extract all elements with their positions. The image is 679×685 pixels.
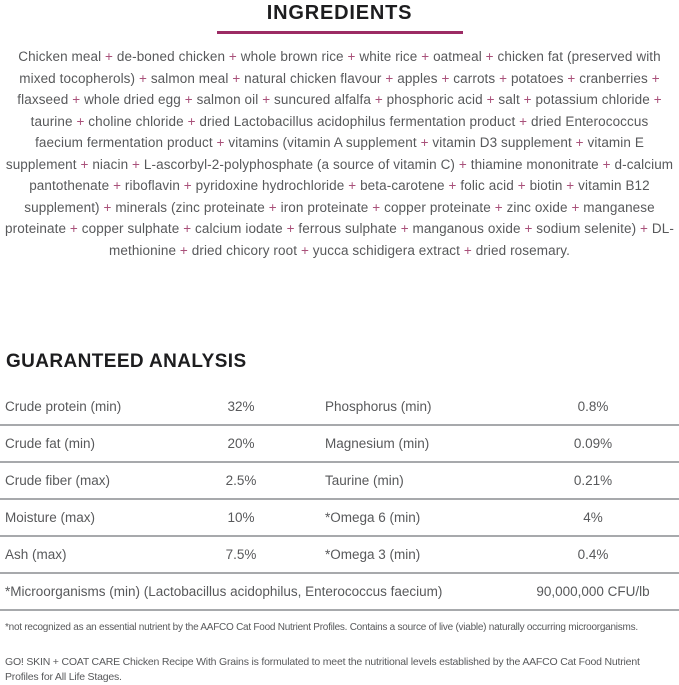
nutrient-value: 0.09%: [573, 436, 613, 451]
nutrient-value: 20%: [227, 436, 255, 451]
plus-separator: +: [381, 70, 398, 86]
plus-separator: +: [598, 156, 615, 172]
plus-separator: +: [128, 156, 144, 172]
table-row: [0, 500, 679, 537]
footnote-formulation-statement: GO! SKIN + COAT CARE Chicken Recipe With Grains is formulated to meet the nutritional levels established by the AAFCO Cat Food Nutrient Profiles for All Life Stages.: [5, 656, 640, 683]
plus-separator: +: [343, 49, 360, 64]
plus-separator: +: [228, 70, 245, 86]
plus-separator: +: [513, 178, 530, 193]
plus-separator: +: [647, 70, 660, 86]
plus-separator: +: [455, 156, 471, 172]
plus-separator: +: [520, 221, 537, 236]
accent-underline: [217, 31, 463, 34]
plus-separator: +: [444, 178, 461, 193]
plus-separator: +: [183, 113, 200, 129]
plus-separator: +: [519, 92, 536, 107]
plus-separator: +: [567, 199, 584, 215]
plus-separator: +: [396, 221, 413, 236]
plus-separator: +: [99, 199, 116, 215]
plus-separator: +: [68, 92, 85, 107]
plus-separator: +: [179, 221, 196, 236]
plus-separator: +: [490, 199, 507, 215]
nutrient-label: Crude fat (min): [5, 436, 96, 451]
table-row-microorganisms: [0, 574, 679, 611]
plus-separator: +: [264, 199, 281, 215]
plus-separator: +: [562, 178, 579, 193]
plus-separator: +: [563, 70, 580, 86]
table-row: [0, 463, 679, 500]
nutrient-value: 32%: [227, 399, 255, 414]
plus-separator: +: [482, 92, 499, 107]
plus-separator: +: [437, 70, 454, 86]
nutrient-label: *Omega 6 (min): [325, 510, 421, 525]
nutrient-label: Crude protein (min): [5, 399, 122, 414]
plus-separator: +: [180, 92, 197, 107]
plus-separator: +: [66, 221, 82, 236]
nutrient-label: Magnesium (min): [325, 436, 430, 451]
nutrient-label: Taurine (min): [325, 473, 404, 488]
plus-separator: +: [460, 242, 476, 258]
ingredients-text: Chicken meal + de-boned chicken + whole brown rice + white rice + oatmeal + chicken fat (preserved with mixed tocopherols) + salmon meal + natural chicken flavour + apples + carrots + potatoes + cranberries + flaxseed + whole dried egg + salmon oil + suncured alfalfa + phosphoric acid + salt + potassium chloride + taurine + choline chloride + dried Lactobacillus acidophilus fermentation product + dried Enterococcus faecium fermentation product + vitamins (vitamin A supplement + vitamin D3 supplement + vitamin E supplement + niacin + L-ascorbyl-2-polyphosphate (a source of vitamin C) + thiamine mononitrate + d-calcium pantothenate + riboflavin + pyridoxine hydrochloride + beta-carotene + folic acid + biotin + vitamin B12 supplement) + minerals (zinc proteinate + iron proteinate + copper proteinate + zinc oxide + manganese proteinate + copper sulphate + calcium iodate + ferrous sulphate + manganous oxide + sodium selenite) + DL-methionine + dried chicory root + yucca schidigera extract + dried rosemary.: [5, 49, 674, 258]
plus-separator: +: [109, 178, 125, 193]
plus-separator: +: [135, 70, 151, 86]
nutrient-value: 2.5%: [225, 473, 257, 488]
nutrient-value: 90,000,000 CFU/lb: [536, 584, 650, 599]
nutrient-label: *Microorganisms (min) (Lactobacillus acidophilus, Enterococcus faecium): [5, 584, 443, 599]
plus-separator: +: [636, 221, 652, 236]
plus-separator: +: [495, 70, 511, 86]
table-row: [0, 426, 679, 463]
plus-separator: +: [212, 135, 229, 150]
plus-separator: +: [282, 221, 299, 236]
plus-separator: +: [179, 178, 196, 193]
plus-separator: +: [649, 92, 662, 107]
nutrient-label: Moisture (max): [5, 510, 96, 525]
nutrient-value: 0.4%: [577, 547, 609, 562]
nutrient-value: 10%: [227, 510, 255, 525]
guaranteed-analysis-table: [0, 389, 679, 611]
plus-separator: +: [370, 92, 387, 107]
plus-separator: +: [368, 199, 385, 215]
plus-separator: +: [101, 49, 117, 64]
plus-separator: +: [258, 92, 275, 107]
nutrient-value: 0.8%: [577, 399, 609, 414]
plus-separator: +: [344, 178, 361, 193]
plus-separator: +: [76, 156, 93, 172]
ingredients-title: INGREDIENTS: [266, 2, 413, 24]
guaranteed-analysis-title: GUARANTEED ANALYSIS: [6, 351, 247, 372]
nutrient-value: 0.21%: [573, 473, 613, 488]
nutrient-label: Phosphorus (min): [325, 399, 432, 414]
nutrient-label: Ash (max): [5, 547, 67, 562]
plus-separator: +: [297, 242, 313, 258]
plus-separator: +: [176, 242, 192, 258]
plus-separator: +: [481, 49, 498, 64]
plus-separator: +: [225, 49, 241, 64]
plus-separator: +: [571, 135, 588, 150]
table-row: [0, 389, 679, 426]
plus-separator: +: [416, 135, 433, 150]
nutrient-value: 7.5%: [225, 547, 257, 562]
plus-separator: +: [515, 113, 531, 129]
nutrient-label: Crude fiber (max): [5, 473, 111, 488]
plus-separator: +: [417, 49, 434, 64]
footnote-aafco-asterisk: *not recognized as an essential nutrient by the AAFCO Cat Food Nutrient Profiles. Contains a source of live (viable) naturally occurring microorganisms.: [5, 622, 638, 633]
nutrient-label: *Omega 3 (min): [325, 547, 421, 562]
ingredients-header: [0, 0, 679, 34]
table-row: [0, 537, 679, 574]
nutrient-value: 4%: [583, 510, 603, 525]
plus-separator: +: [72, 113, 89, 129]
